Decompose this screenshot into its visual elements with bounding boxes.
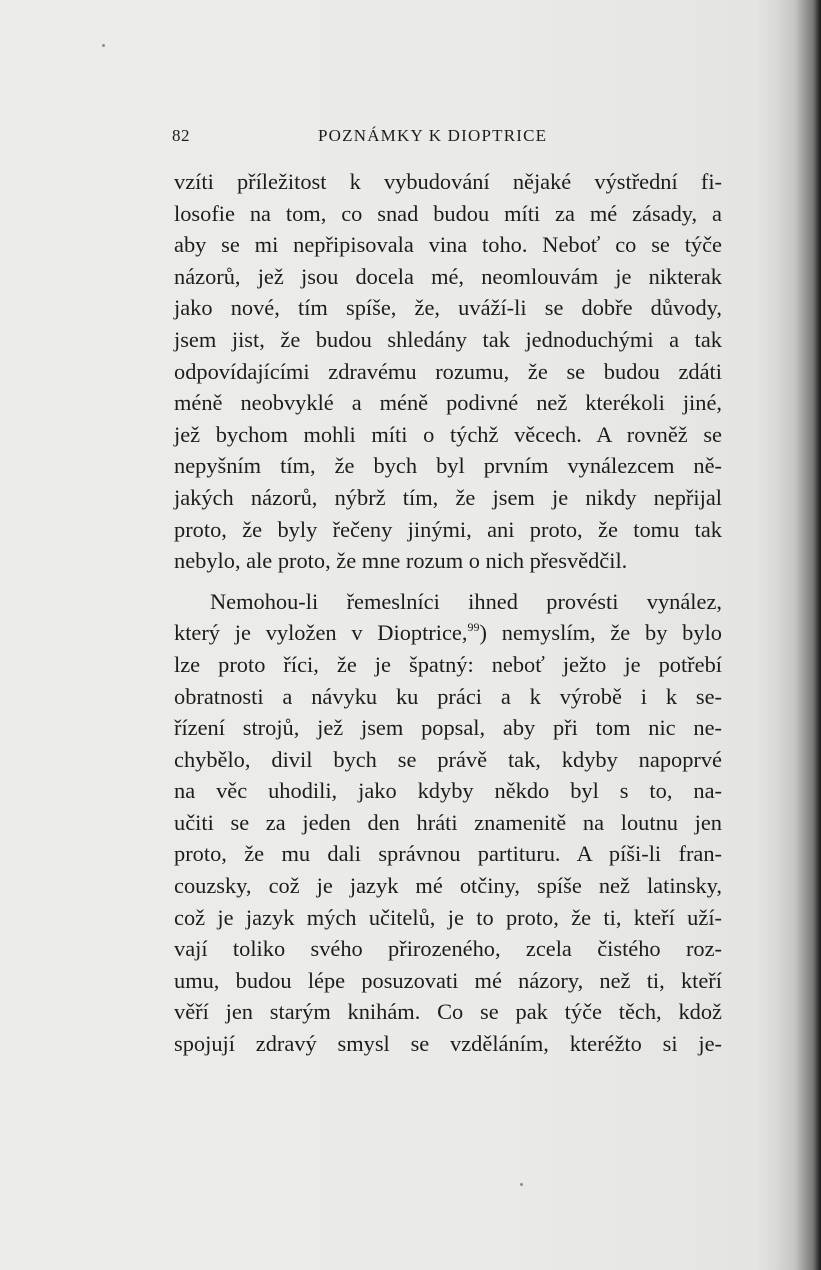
text-fragment: ) nemyslím, že by bylo bbox=[479, 620, 722, 646]
page-edge-shadow bbox=[775, 0, 821, 1270]
text-line: proto, že byly řečeny jinými, ani proto, že tomu tak bbox=[174, 516, 722, 542]
text-line: umu, budou lépe posuzovati mé názory, než ti, kteří bbox=[174, 967, 722, 993]
text-line: jsem jist, že budou shledány tak jednoduchými a tak bbox=[174, 326, 722, 352]
text-line: jakých názorů, nýbrž tím, že jsem je nikdy nepřijal bbox=[174, 484, 722, 510]
text-line: vají toliko svého přirozeného, zcela čistého roz- bbox=[174, 936, 722, 962]
page-number: 82 bbox=[172, 126, 190, 145]
paper-speck bbox=[520, 1183, 523, 1186]
text-line: aby se mi nepřipisovala vina toho. Neboť co se týče bbox=[174, 232, 722, 258]
text-line: odpovídajícími zdravému rozumu, že se budou zdáti bbox=[174, 358, 722, 384]
text-line: lze proto říci, že je špatný: neboť ježto je potřebí bbox=[174, 651, 722, 677]
text-line: obratnosti a návyku ku práci a k výrobě i k se- bbox=[174, 683, 722, 709]
text-line: chybělo, divil bych se právě tak, kdyby napoprvé bbox=[174, 746, 722, 772]
text-line: učiti se za jeden den hráti znamenitě na loutnu jen bbox=[174, 809, 722, 835]
text-fragment: který je vyložen v Dioptrice, bbox=[174, 620, 468, 646]
running-title: POZNÁMKY K DIOPTRICE bbox=[318, 126, 548, 145]
text-line: proto, že mu dali správnou partituru. A píši-li fran- bbox=[174, 841, 722, 867]
paragraph-gap bbox=[174, 577, 722, 586]
text-line: Nemohou-li řemeslníci ihned provésti vynález, bbox=[210, 588, 722, 614]
text-line: jež bychom mohli míti o týchž věcech. A rovněž se bbox=[174, 421, 722, 447]
text-line: couzsky, což je jazyk mé otčiny, spíše než latinsky, bbox=[174, 873, 722, 899]
body-text bbox=[174, 166, 722, 1060]
text-line: na věc uhodili, jako kdyby někdo byl s to, na- bbox=[174, 778, 722, 804]
page-header bbox=[172, 126, 720, 150]
text-line bbox=[174, 617, 722, 649]
paper-speck bbox=[102, 44, 105, 47]
text-line: což je jazyk mých učitelů, je to proto, že ti, kteří uží- bbox=[174, 904, 722, 930]
text-line: vzíti příležitost k vybudování nějaké výstřední fi- bbox=[174, 169, 722, 194]
text-line: nepyšním tím, že bych byl prvním vynálezcem ně- bbox=[174, 453, 722, 479]
text-line: nebylo, ale proto, že mne rozum o nich přesvědčil. bbox=[174, 548, 628, 574]
text-line: věří jen starým knihám. Co se pak týče těch, kdož bbox=[174, 999, 722, 1025]
paragraph bbox=[174, 586, 722, 1060]
paragraph bbox=[174, 166, 722, 577]
text-line: méně neobvyklé a méně podivné než kterékoli jiné, bbox=[174, 390, 722, 416]
text-line: jako nové, tím spíše, že, uváží-li se dobře důvody, bbox=[174, 295, 722, 321]
text-line: losofie na tom, co snad budou míti za mé zásady, a bbox=[174, 200, 722, 226]
text-line: názorů, jež jsou docela mé, neomlouvám je nikterak bbox=[174, 263, 722, 289]
text-line: spojují zdravý smysl se vzděláním, kteréžto si je- bbox=[174, 1031, 722, 1057]
footnote-marker: 99 bbox=[467, 620, 480, 635]
text-line: řízení strojů, jež jsem popsal, aby při tom nic ne- bbox=[174, 715, 722, 741]
